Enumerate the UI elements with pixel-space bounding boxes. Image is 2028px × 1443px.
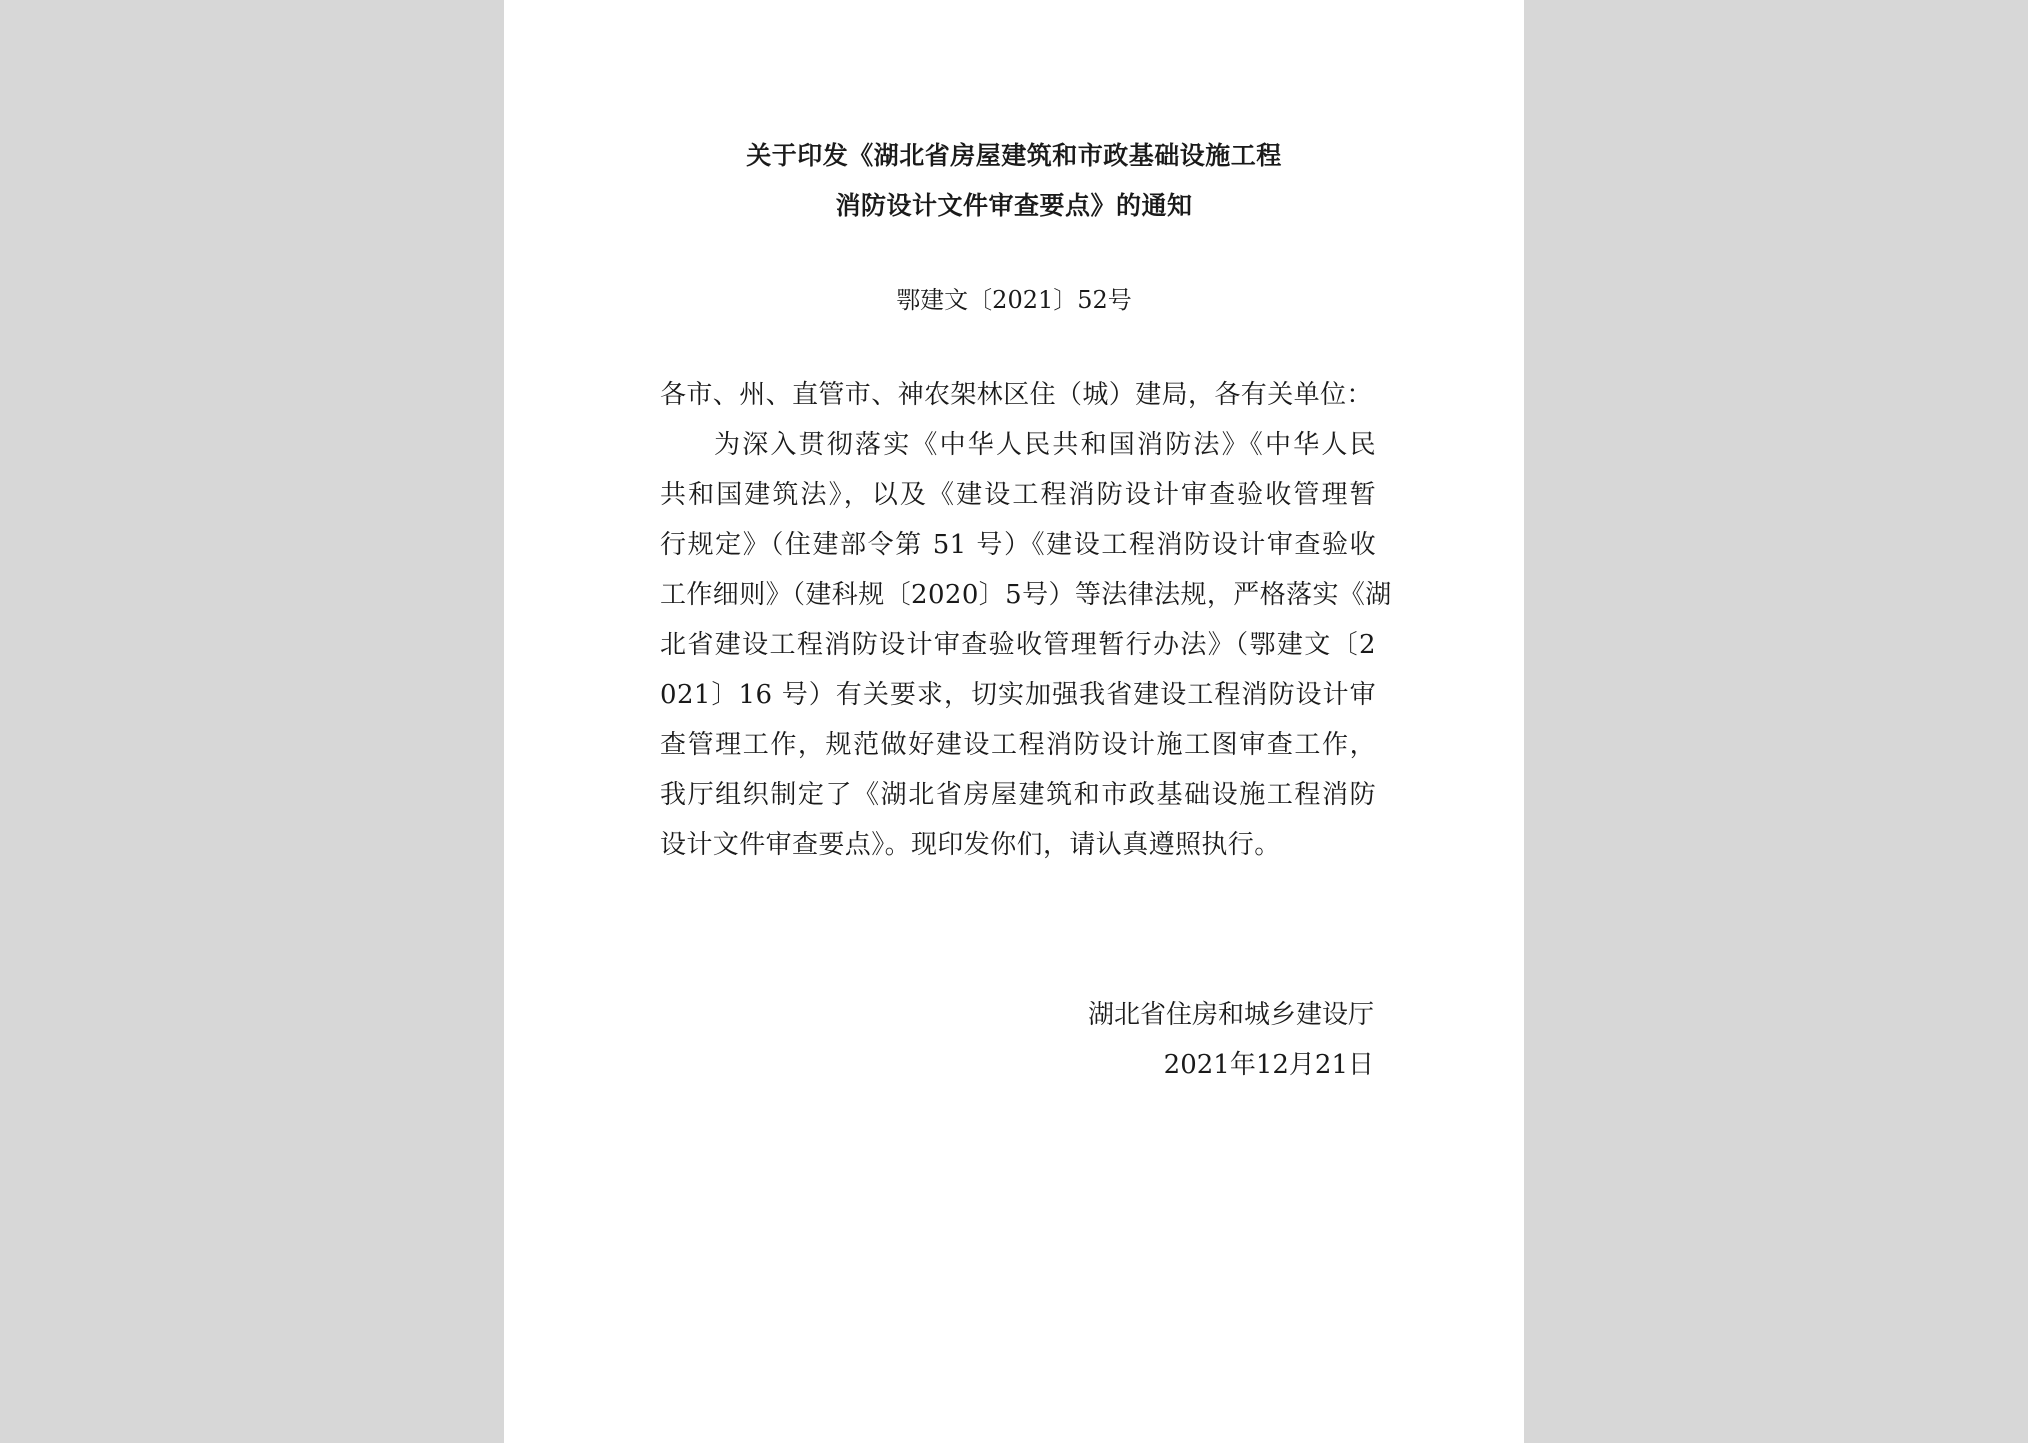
body-line: 设计文件审查要点》。现印发你们，请认真遵照执行。 [660,830,1281,860]
body-line: 北省建设工程消防设计审查验收管理暂行办法》（鄂建文〔2 [660,630,1376,660]
issuing-authority: 湖北省住房和城乡建设厅 [1087,1000,1374,1030]
notice-title-line-2: 消防设计文件审查要点》的通知 [835,191,1193,220]
salutation: 各市、州、直管市、神农架林区住（城）建局，各有关单位： [660,380,1373,410]
document-page [504,0,1524,1443]
body-line: 查管理工作，规范做好建设工程消防设计施工图审查工作， [660,730,1376,760]
body-line: 行规定》（住建部令第 51 号）《建设工程消防设计审查验收 [660,530,1376,560]
issue-date: 2021年12月21日 [1163,1050,1374,1080]
body-line: 工作细则》（建科规〔2020〕5号）等法律法规，严格落实《湖 [660,580,1392,610]
notice-body [660,370,1392,870]
body-line: 共和国建筑法》，以及《建设工程消防设计审查验收管理暂 [660,480,1376,510]
body-line: 我厅组织制定了《湖北省房屋建筑和市政基础设施工程消防 [660,780,1376,810]
body-line: 021〕16 号）有关要求，切实加强我省建设工程消防设计审 [660,680,1376,710]
body-line: 为深入贯彻落实《中华人民共和国消防法》《中华人民 [714,430,1376,460]
notice-title-line-1: 关于印发《湖北省房屋建筑和市政基础设施工程 [746,141,1282,170]
document-number: 鄂建文〔2021〕52号 [896,286,1132,314]
